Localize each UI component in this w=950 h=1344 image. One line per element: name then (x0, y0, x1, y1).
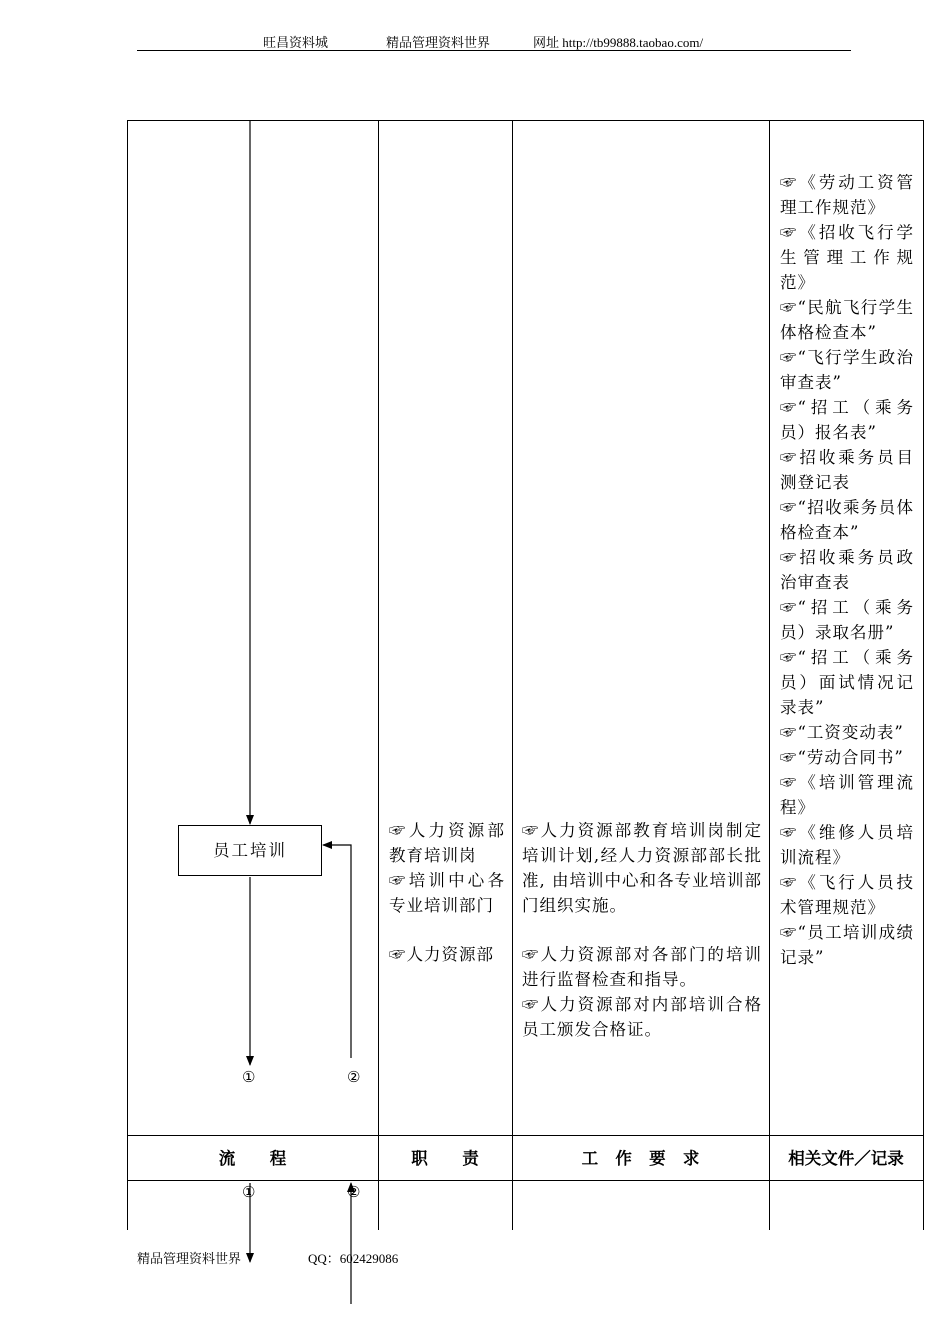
table-header-documents: 相关文件／记录 (788, 1149, 904, 1168)
footer-qq: QQ：602429086 (308, 1251, 399, 1266)
flow-marker-1-continued: ① (242, 1183, 256, 1201)
related-documents-list: ☞《劳动工资管理工作规范》 ☞《招收飞行学生管理工作规范》 ☞“民航飞行学生体格检查本” ☞“飞行学生政治审查表” ☞“招工（乘务员）报名表” ☞招收乘务员目测登记表 ☞“招收乘务员体格检查本” ☞招收乘务员政治审查表 ☞“招工（乘务员）录取名册” ☞“招工（乘务员）面试情况记录表” ☞“工资变动表” ☞“劳动合同书” ☞《培训管理流程》 ☞《维修人员培训流程》 ☞《飞行人员技术管理规范》 ☞“员工培训成绩记录” (780, 173, 914, 967)
requirement-text-supervision: ☞人力资源部对各部门的培训进行监督检查和指导。 ☞人力资源部对内部培训合格员工颁发合格证。 (522, 945, 762, 1039)
header-shop-name: 旺昌资料城 (263, 35, 329, 50)
footer-world-name: 精品管理资料世界 (137, 1251, 242, 1266)
table-header-requirement: 工 作 要 求 (581, 1149, 700, 1168)
header-world-name: 精品管理资料世界 (386, 35, 491, 50)
flow-marker-2: ② (347, 1068, 361, 1086)
flow-marker-2-continued: ② (347, 1183, 361, 1201)
arrow-return-from-marker-2 (323, 845, 351, 1058)
table-header-duty: 职 责 (411, 1149, 479, 1168)
header-website: 网址 http://tb99888.taobao.com/ (533, 35, 704, 50)
duty-text-training: ☞人力资源部教育培训岗 ☞培训中心各专业培训部门 (389, 821, 505, 915)
duty-text-supervision: ☞人力资源部 (389, 945, 494, 964)
flow-marker-1: ① (242, 1068, 256, 1086)
employee-training-box: 员工培训 (178, 825, 322, 876)
table-header-process: 流 程 (218, 1149, 287, 1168)
requirement-text-plan: ☞人力资源部教育培训岗制定培训计划,经人力资源部部长批准, 由培训中心和各专业培训部门组织实施。 (522, 821, 762, 915)
